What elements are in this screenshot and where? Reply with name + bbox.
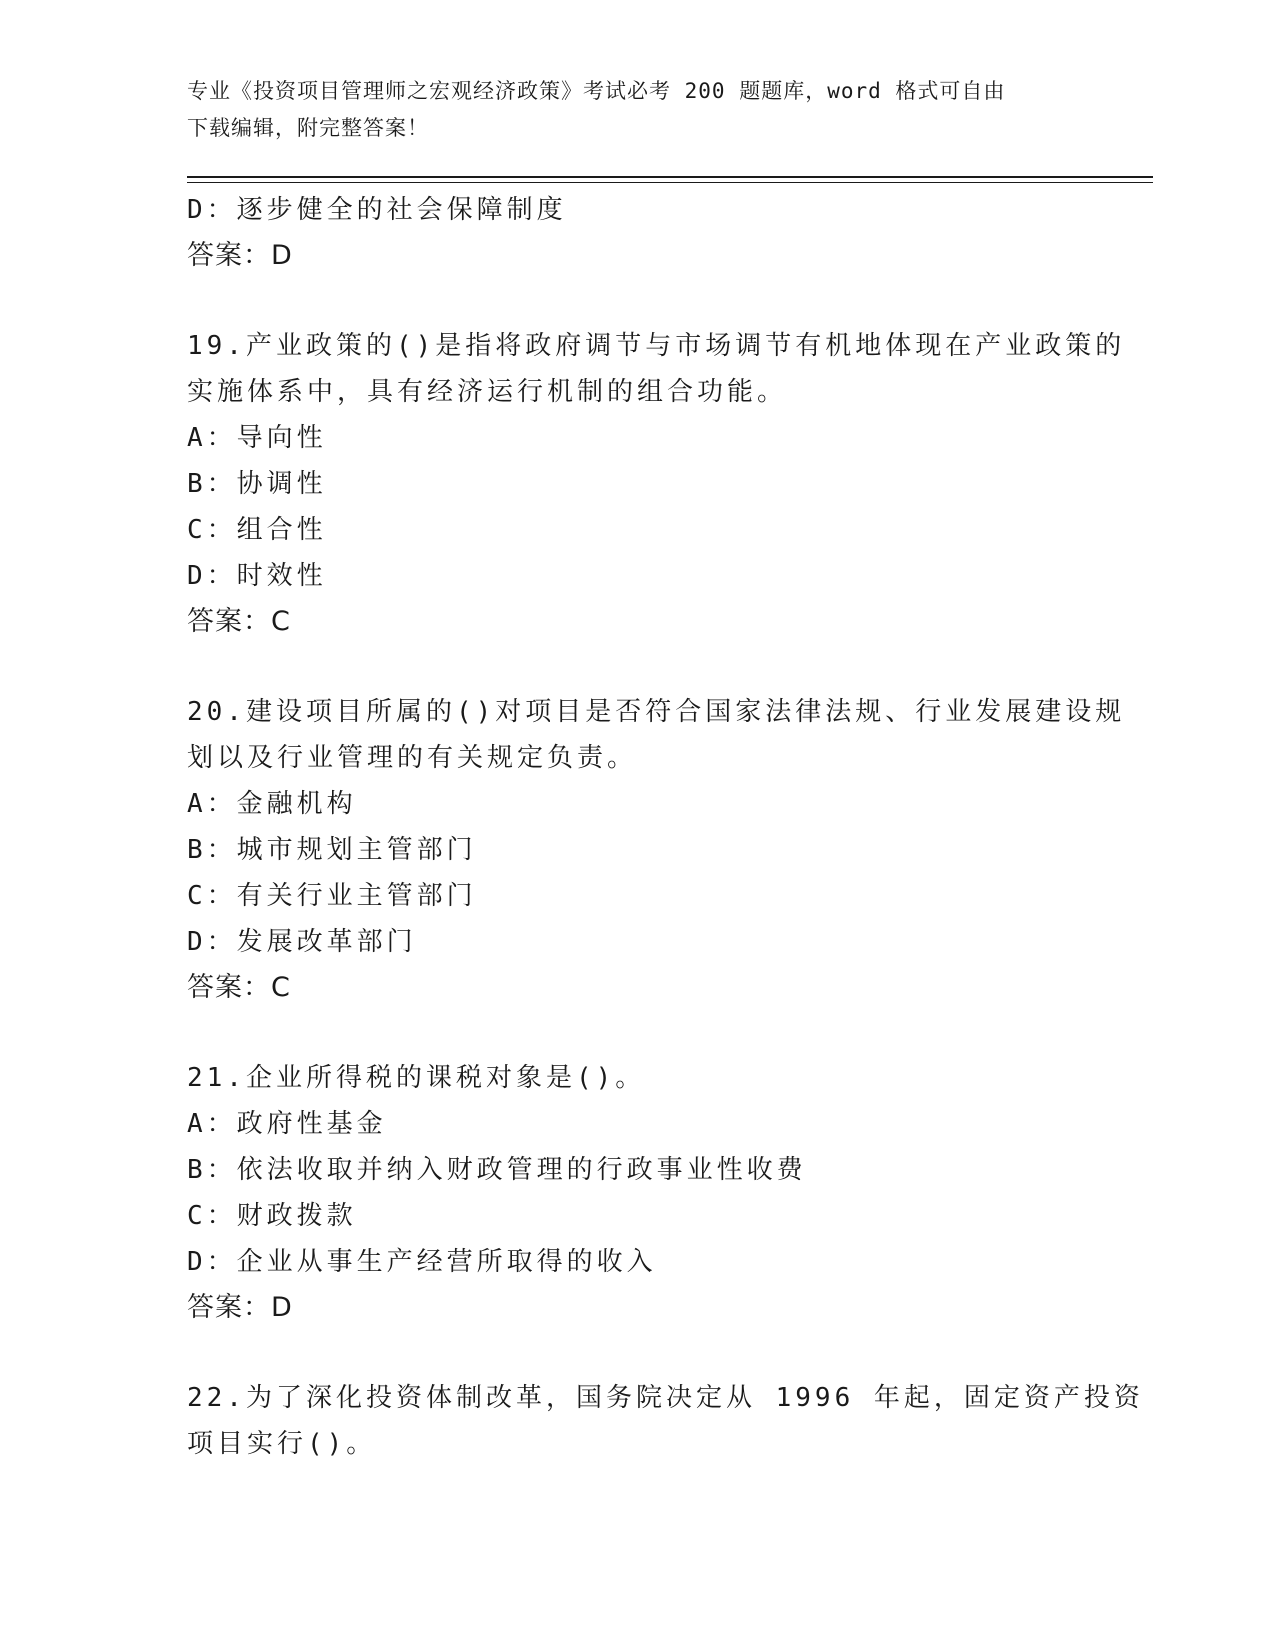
- question-stem-line-1: 21.企业所得税的课税对象是()。: [187, 1063, 646, 1093]
- question-stem-line-1: 19.产业政策的()是指将政府调节与市场调节有机地体现在产业政策的: [187, 331, 1126, 361]
- header-divider-thick: [187, 176, 1153, 178]
- option-d: D：发展改革部门: [187, 927, 417, 957]
- answer: 答案：C: [187, 606, 291, 637]
- question-stem-line-2: 实施体系中，具有经济运行机制的组合功能。: [187, 377, 788, 407]
- option-a: A：政府性基金: [187, 1109, 387, 1139]
- question-stem-line-1: 20.建设项目所属的()对项目是否符合国家法律法规、行业发展建设规: [187, 697, 1126, 727]
- option-b: B：依法收取并纳入财政管理的行政事业性收费: [187, 1155, 807, 1185]
- answer: 答案：D: [187, 1292, 293, 1323]
- option-d: D：逐步健全的社会保障制度: [187, 195, 567, 225]
- question-stem-line-2: 项目实行()。: [187, 1429, 377, 1459]
- question-stem-line-2: 划以及行业管理的有关规定负责。: [187, 743, 638, 773]
- answer: 答案：C: [187, 972, 291, 1003]
- option-a: A：导向性: [187, 423, 327, 453]
- header-divider-thin: [187, 182, 1153, 183]
- option-a: A：金融机构: [187, 789, 357, 819]
- question-21: [187, 1055, 1087, 1331]
- option-b: B：城市规划主管部门: [187, 835, 477, 865]
- option-b: B：协调性: [187, 469, 327, 499]
- option-d: D：时效性: [187, 561, 327, 591]
- option-c: C：财政拨款: [187, 1201, 357, 1231]
- question-18-tail: [187, 187, 1087, 279]
- question-19: [187, 323, 1126, 645]
- document-header: [187, 73, 1067, 147]
- option-c: C：组合性: [187, 515, 327, 545]
- question-22: [187, 1375, 1144, 1467]
- question-20: [187, 689, 1126, 1011]
- question-stem-line-1: 22.为了深化投资体制改革，国务院决定从 1996 年起，固定资产投资: [187, 1383, 1144, 1413]
- header-line-1: 专业《投资项目管理师之宏观经济政策》考试必考 200 题题库，word 格式可自由: [187, 79, 1006, 103]
- option-c: C：有关行业主管部门: [187, 881, 477, 911]
- question-list: [187, 187, 1144, 1467]
- option-d: D：企业从事生产经营所取得的收入: [187, 1247, 657, 1277]
- answer: 答案：D: [187, 240, 293, 271]
- header-line-2: 下载编辑，附完整答案！: [187, 116, 429, 140]
